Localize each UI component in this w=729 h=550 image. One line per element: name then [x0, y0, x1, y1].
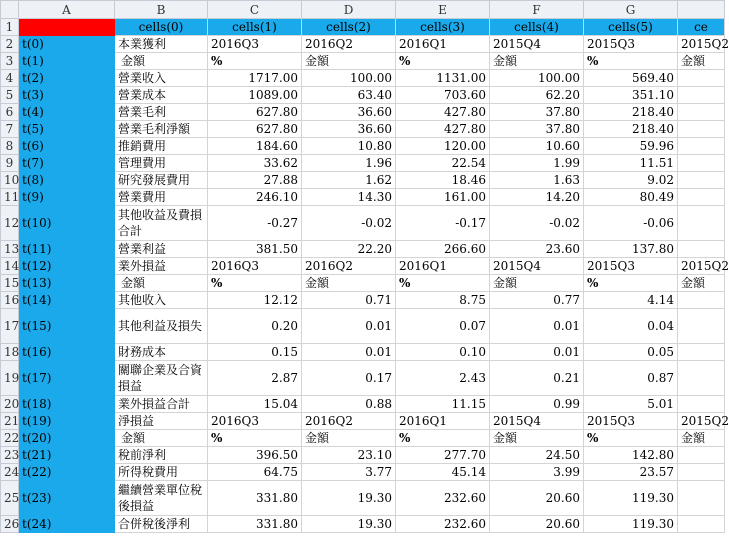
cell-e[interactable]: 2016Q1	[396, 258, 490, 275]
column-header-g[interactable]: G	[584, 1, 678, 19]
row-number[interactable]: 21	[1, 413, 19, 430]
row-number[interactable]: 18	[1, 344, 19, 361]
cell-c[interactable]: 2016Q3	[208, 36, 302, 53]
cell-f[interactable]: 金額	[490, 53, 584, 70]
cell-d[interactable]: 2016Q2	[302, 36, 396, 53]
cell-g[interactable]: 569.40	[584, 70, 678, 87]
table-row	[1, 70, 725, 87]
cell-d[interactable]: 2016Q2	[302, 413, 396, 430]
cell-a[interactable]: t(6)	[19, 138, 115, 155]
table-row	[1, 138, 725, 155]
cell-e[interactable]: 266.60	[396, 241, 490, 258]
cell-f[interactable]: 62.20	[490, 87, 584, 104]
cell-b[interactable]: 營業收入	[115, 70, 208, 87]
cell-h[interactable]	[678, 361, 725, 396]
cell-d[interactable]: 19.30	[302, 481, 396, 516]
row-number[interactable]: 6	[1, 104, 19, 121]
cell-f[interactable]: 金額	[490, 275, 584, 292]
cell-g[interactable]: -0.06	[584, 206, 678, 241]
select-all-corner[interactable]	[1, 1, 19, 19]
column-header-f[interactable]: F	[490, 1, 584, 19]
cell-b[interactable]: 所得稅費用	[115, 464, 208, 481]
cell-f[interactable]: 0.21	[490, 361, 584, 396]
cell-b[interactable]: 稅前淨利	[115, 447, 208, 464]
column-header-e[interactable]: E	[396, 1, 490, 19]
cell-d[interactable]: 3.77	[302, 464, 396, 481]
table-row	[1, 396, 725, 413]
table-row	[1, 172, 725, 189]
cell-c[interactable]: -0.27	[208, 206, 302, 241]
cell-d1[interactable]: cells(2)	[302, 19, 396, 36]
cell-a[interactable]: t(14)	[19, 292, 115, 309]
cell-h[interactable]	[678, 87, 725, 104]
cell-a[interactable]: t(0)	[19, 36, 115, 53]
cell-e[interactable]: 277.70	[396, 447, 490, 464]
cell-h[interactable]	[678, 344, 725, 361]
table-row	[1, 19, 725, 36]
cell-g[interactable]: 59.96	[584, 138, 678, 155]
cell-d[interactable]: 1.96	[302, 155, 396, 172]
table-row	[1, 155, 725, 172]
cell-d[interactable]: 0.71	[302, 292, 396, 309]
cell-c[interactable]: 0.20	[208, 309, 302, 344]
table-row	[1, 53, 725, 70]
cell-f[interactable]: 0.01	[490, 344, 584, 361]
cell-c[interactable]: 0.15	[208, 344, 302, 361]
cell-e[interactable]: 45.14	[396, 464, 490, 481]
cell-e1[interactable]: cells(3)	[396, 19, 490, 36]
cell-g[interactable]: 119.30	[584, 481, 678, 516]
cell-a[interactable]: t(5)	[19, 121, 115, 138]
cell-h[interactable]: 金額	[678, 275, 725, 292]
table-row	[1, 430, 725, 447]
cell-b[interactable]: 金額	[115, 430, 208, 447]
cell-b[interactable]: 研究發展費用	[115, 172, 208, 189]
cell-b[interactable]: 其他利益及損失	[115, 309, 208, 344]
table-row	[1, 275, 725, 292]
cell-d[interactable]: 100.00	[302, 70, 396, 87]
cell-e[interactable]: 0.10	[396, 344, 490, 361]
cell-e[interactable]: 8.75	[396, 292, 490, 309]
cell-f[interactable]: 10.60	[490, 138, 584, 155]
column-header-d[interactable]: D	[302, 1, 396, 19]
cell-c[interactable]: 27.88	[208, 172, 302, 189]
cell-a[interactable]: t(21)	[19, 447, 115, 464]
cell-e[interactable]: 232.60	[396, 481, 490, 516]
cell-a[interactable]: t(16)	[19, 344, 115, 361]
cell-a[interactable]: t(18)	[19, 396, 115, 413]
cell-h[interactable]	[678, 516, 725, 533]
cell-g[interactable]: 5.01	[584, 396, 678, 413]
row-number[interactable]: 4	[1, 70, 19, 87]
table-row	[1, 241, 725, 258]
cell-h[interactable]	[678, 481, 725, 516]
cell-h[interactable]: 2015Q2	[678, 258, 725, 275]
cell-c[interactable]: 184.60	[208, 138, 302, 155]
cell-e[interactable]: 2016Q1	[396, 36, 490, 53]
cell-d[interactable]: 14.30	[302, 189, 396, 206]
cell-d[interactable]: 36.60	[302, 121, 396, 138]
cell-b[interactable]: 金額	[115, 53, 208, 70]
cell-a[interactable]: t(2)	[19, 70, 115, 87]
cell-a[interactable]: t(23)	[19, 481, 115, 516]
row-number[interactable]: 8	[1, 138, 19, 155]
cell-a[interactable]: t(1)	[19, 53, 115, 70]
cell-e[interactable]: 18.46	[396, 172, 490, 189]
cell-b[interactable]: 管理費用	[115, 155, 208, 172]
cell-e[interactable]: 427.80	[396, 121, 490, 138]
table-row	[1, 258, 725, 275]
cell-d[interactable]: 0.17	[302, 361, 396, 396]
cell-h[interactable]	[678, 138, 725, 155]
cell-g[interactable]: %	[584, 275, 678, 292]
column-header-row	[1, 1, 725, 19]
cell-b[interactable]: 營業利益	[115, 241, 208, 258]
row-number[interactable]: 7	[1, 121, 19, 138]
row-number[interactable]: 19	[1, 361, 19, 396]
cell-g[interactable]: 2015Q3	[584, 413, 678, 430]
cell-c[interactable]: 331.80	[208, 516, 302, 533]
cell-g[interactable]: 218.40	[584, 121, 678, 138]
cell-d[interactable]: 0.01	[302, 344, 396, 361]
cell-f[interactable]: 1.99	[490, 155, 584, 172]
row-number[interactable]: 10	[1, 172, 19, 189]
cell-g[interactable]: 80.49	[584, 189, 678, 206]
cell-a[interactable]: t(15)	[19, 309, 115, 344]
cell-b[interactable]: 財務成本	[115, 344, 208, 361]
cell-c[interactable]: 64.75	[208, 464, 302, 481]
row-number[interactable]: 15	[1, 275, 19, 292]
cell-c[interactable]: 331.80	[208, 481, 302, 516]
cell-c[interactable]: 2016Q3	[208, 413, 302, 430]
cell-d[interactable]: -0.02	[302, 206, 396, 241]
cell-a[interactable]: t(7)	[19, 155, 115, 172]
cell-a[interactable]: t(10)	[19, 206, 115, 241]
table-row	[1, 87, 725, 104]
column-header-a[interactable]: A	[19, 1, 115, 19]
cell-d[interactable]: 1.62	[302, 172, 396, 189]
cell-f1[interactable]: cells(4)	[490, 19, 584, 36]
cell-h[interactable]	[678, 447, 725, 464]
cell-a[interactable]: t(3)	[19, 87, 115, 104]
table-row	[1, 516, 725, 533]
cell-c[interactable]: 396.50	[208, 447, 302, 464]
cell-e[interactable]: 22.54	[396, 155, 490, 172]
cell-f[interactable]: 金額	[490, 430, 584, 447]
cell-a[interactable]: t(24)	[19, 516, 115, 533]
cell-g[interactable]: 218.40	[584, 104, 678, 121]
table-row	[1, 413, 725, 430]
cell-e[interactable]: 1131.00	[396, 70, 490, 87]
cell-c[interactable]: 381.50	[208, 241, 302, 258]
cell-d[interactable]: 0.01	[302, 309, 396, 344]
cell-a[interactable]: t(9)	[19, 189, 115, 206]
cell-g[interactable]: 351.10	[584, 87, 678, 104]
cell-c1[interactable]: cells(1)	[208, 19, 302, 36]
cell-f[interactable]: 23.60	[490, 241, 584, 258]
cell-e[interactable]: 2.43	[396, 361, 490, 396]
cell-h[interactable]	[678, 309, 725, 344]
cell-h[interactable]	[678, 172, 725, 189]
table-row	[1, 104, 725, 121]
cell-a[interactable]: t(8)	[19, 172, 115, 189]
cell-f[interactable]: 2015Q4	[490, 413, 584, 430]
cell-d[interactable]: 19.30	[302, 516, 396, 533]
cell-h[interactable]	[678, 241, 725, 258]
cell-b[interactable]: 營業費用	[115, 189, 208, 206]
cell-d[interactable]: 2016Q2	[302, 258, 396, 275]
cell-c[interactable]: %	[208, 275, 302, 292]
cell-a[interactable]: t(20)	[19, 430, 115, 447]
cell-a[interactable]: t(19)	[19, 413, 115, 430]
table-row	[1, 481, 725, 516]
cell-h[interactable]: 金額	[678, 430, 725, 447]
cell-b[interactable]: 本業獲利	[115, 36, 208, 53]
cell-b[interactable]: 營業毛利淨額	[115, 121, 208, 138]
cell-g[interactable]: 119.30	[584, 516, 678, 533]
cell-b[interactable]: 關聯企業及合資損益	[115, 361, 208, 396]
row-number[interactable]: 23	[1, 447, 19, 464]
cell-d[interactable]: 0.88	[302, 396, 396, 413]
cell-a1[interactable]	[19, 19, 115, 36]
cell-d[interactable]: 22.20	[302, 241, 396, 258]
cell-f[interactable]: 37.80	[490, 121, 584, 138]
cell-c[interactable]: 246.10	[208, 189, 302, 206]
table-row	[1, 292, 725, 309]
cell-a[interactable]: t(17)	[19, 361, 115, 396]
cell-d[interactable]: 金額	[302, 275, 396, 292]
cell-f[interactable]: 20.60	[490, 481, 584, 516]
cell-c[interactable]: 33.62	[208, 155, 302, 172]
cell-g[interactable]: 9.02	[584, 172, 678, 189]
cell-e[interactable]: 427.80	[396, 104, 490, 121]
row-number[interactable]: 1	[1, 19, 19, 36]
cell-b[interactable]: 業外損益	[115, 258, 208, 275]
cell-f[interactable]: 24.50	[490, 447, 584, 464]
table-row	[1, 447, 725, 464]
cell-b[interactable]: 推銷費用	[115, 138, 208, 155]
table-row	[1, 121, 725, 138]
cell-g1[interactable]: cells(5)	[584, 19, 678, 36]
cell-h[interactable]	[678, 189, 725, 206]
row-number[interactable]: 5	[1, 87, 19, 104]
cell-c[interactable]: 1089.00	[208, 87, 302, 104]
cell-g[interactable]: 0.05	[584, 344, 678, 361]
row-number[interactable]: 24	[1, 464, 19, 481]
table-row	[1, 361, 725, 396]
cell-e[interactable]: 11.15	[396, 396, 490, 413]
cell-e[interactable]: 0.07	[396, 309, 490, 344]
cell-a[interactable]: t(4)	[19, 104, 115, 121]
table-row	[1, 464, 725, 481]
cell-b[interactable]: 金額	[115, 275, 208, 292]
table-row	[1, 344, 725, 361]
cell-f[interactable]: 37.80	[490, 104, 584, 121]
cell-h[interactable]	[678, 104, 725, 121]
cell-f[interactable]: 100.00	[490, 70, 584, 87]
cell-d[interactable]: 63.40	[302, 87, 396, 104]
table-row	[1, 36, 725, 53]
cell-h[interactable]: 2015Q2	[678, 413, 725, 430]
cell-d[interactable]: 金額	[302, 53, 396, 70]
row-number[interactable]: 25	[1, 481, 19, 516]
cell-a[interactable]: t(12)	[19, 258, 115, 275]
cell-a[interactable]: t(22)	[19, 464, 115, 481]
table-row	[1, 309, 725, 344]
row-number[interactable]: 17	[1, 309, 19, 344]
cell-b[interactable]: 其他收益及費損合計	[115, 206, 208, 241]
row-number[interactable]: 2	[1, 36, 19, 53]
cell-c[interactable]: 2016Q3	[208, 258, 302, 275]
table-row	[1, 189, 725, 206]
cell-b[interactable]: 營業成本	[115, 87, 208, 104]
cell-g[interactable]: 142.80	[584, 447, 678, 464]
row-number[interactable]: 14	[1, 258, 19, 275]
cell-c[interactable]: 627.80	[208, 104, 302, 121]
cell-h[interactable]	[678, 292, 725, 309]
cell-h[interactable]	[678, 464, 725, 481]
cell-g[interactable]: 0.04	[584, 309, 678, 344]
column-header-h[interactable]	[678, 1, 725, 19]
cell-b[interactable]: 繼續營業單位稅後損益	[115, 481, 208, 516]
cell-g[interactable]: %	[584, 430, 678, 447]
cell-b[interactable]: 業外損益合計	[115, 396, 208, 413]
cell-h[interactable]: 金額	[678, 53, 725, 70]
cell-g[interactable]: 2015Q3	[584, 36, 678, 53]
cell-d[interactable]: 10.80	[302, 138, 396, 155]
cell-g[interactable]: %	[584, 53, 678, 70]
cell-e[interactable]: 161.00	[396, 189, 490, 206]
row-number[interactable]: 13	[1, 241, 19, 258]
row-number[interactable]: 12	[1, 206, 19, 241]
cell-a[interactable]: t(13)	[19, 275, 115, 292]
cell-e[interactable]: 120.00	[396, 138, 490, 155]
cell-e[interactable]: %	[396, 275, 490, 292]
cell-h[interactable]	[678, 121, 725, 138]
cell-f[interactable]: 20.60	[490, 516, 584, 533]
cell-e[interactable]: 2016Q1	[396, 413, 490, 430]
cell-b[interactable]: 營業毛利	[115, 104, 208, 121]
cell-d[interactable]: 36.60	[302, 104, 396, 121]
cell-b[interactable]: 合併稅後淨利	[115, 516, 208, 533]
cell-g[interactable]: 11.51	[584, 155, 678, 172]
cell-f[interactable]: 2015Q4	[490, 36, 584, 53]
cell-g[interactable]: 2015Q3	[584, 258, 678, 275]
cell-e[interactable]: %	[396, 430, 490, 447]
cell-g[interactable]: 23.57	[584, 464, 678, 481]
cell-f[interactable]: -0.02	[490, 206, 584, 241]
cell-g[interactable]: 137.80	[584, 241, 678, 258]
cell-b[interactable]: 淨損益	[115, 413, 208, 430]
cell-e[interactable]: 232.60	[396, 516, 490, 533]
row-number[interactable]: 16	[1, 292, 19, 309]
cell-f[interactable]: 0.01	[490, 309, 584, 344]
column-header-c[interactable]: C	[208, 1, 302, 19]
cell-f[interactable]: 0.77	[490, 292, 584, 309]
cell-a[interactable]: t(11)	[19, 241, 115, 258]
cell-d[interactable]: 23.10	[302, 447, 396, 464]
cell-e[interactable]: 703.60	[396, 87, 490, 104]
cell-c[interactable]: 2.87	[208, 361, 302, 396]
cell-h[interactable]: 2015Q2	[678, 36, 725, 53]
cell-c[interactable]: 1717.00	[208, 70, 302, 87]
cell-f[interactable]: 14.20	[490, 189, 584, 206]
table-row	[1, 206, 725, 241]
row-number[interactable]: 3	[1, 53, 19, 70]
cell-f[interactable]: 2015Q4	[490, 258, 584, 275]
cell-f[interactable]: 3.99	[490, 464, 584, 481]
cell-c[interactable]: 15.04	[208, 396, 302, 413]
cell-e[interactable]: %	[396, 53, 490, 70]
column-header-b[interactable]: B	[115, 1, 208, 19]
cell-h[interactable]	[678, 206, 725, 241]
row-number[interactable]: 20	[1, 396, 19, 413]
cell-d[interactable]: 金額	[302, 430, 396, 447]
cell-b1[interactable]: cells(0)	[115, 19, 208, 36]
row-number[interactable]: 22	[1, 430, 19, 447]
cell-c[interactable]: 627.80	[208, 121, 302, 138]
cell-g[interactable]: 4.14	[584, 292, 678, 309]
cell-c[interactable]: %	[208, 430, 302, 447]
cell-h[interactable]	[678, 155, 725, 172]
cell-g[interactable]: 0.87	[584, 361, 678, 396]
cell-c[interactable]: 12.12	[208, 292, 302, 309]
cell-h1[interactable]: ce	[678, 19, 725, 36]
cell-h[interactable]	[678, 70, 725, 87]
cell-f[interactable]: 0.99	[490, 396, 584, 413]
row-number[interactable]: 11	[1, 189, 19, 206]
cell-c[interactable]: %	[208, 53, 302, 70]
row-number[interactable]: 26	[1, 516, 19, 533]
cell-f[interactable]: 1.63	[490, 172, 584, 189]
cell-e[interactable]: -0.17	[396, 206, 490, 241]
cell-h[interactable]	[678, 396, 725, 413]
row-number[interactable]: 9	[1, 155, 19, 172]
cell-b[interactable]: 其他收入	[115, 292, 208, 309]
